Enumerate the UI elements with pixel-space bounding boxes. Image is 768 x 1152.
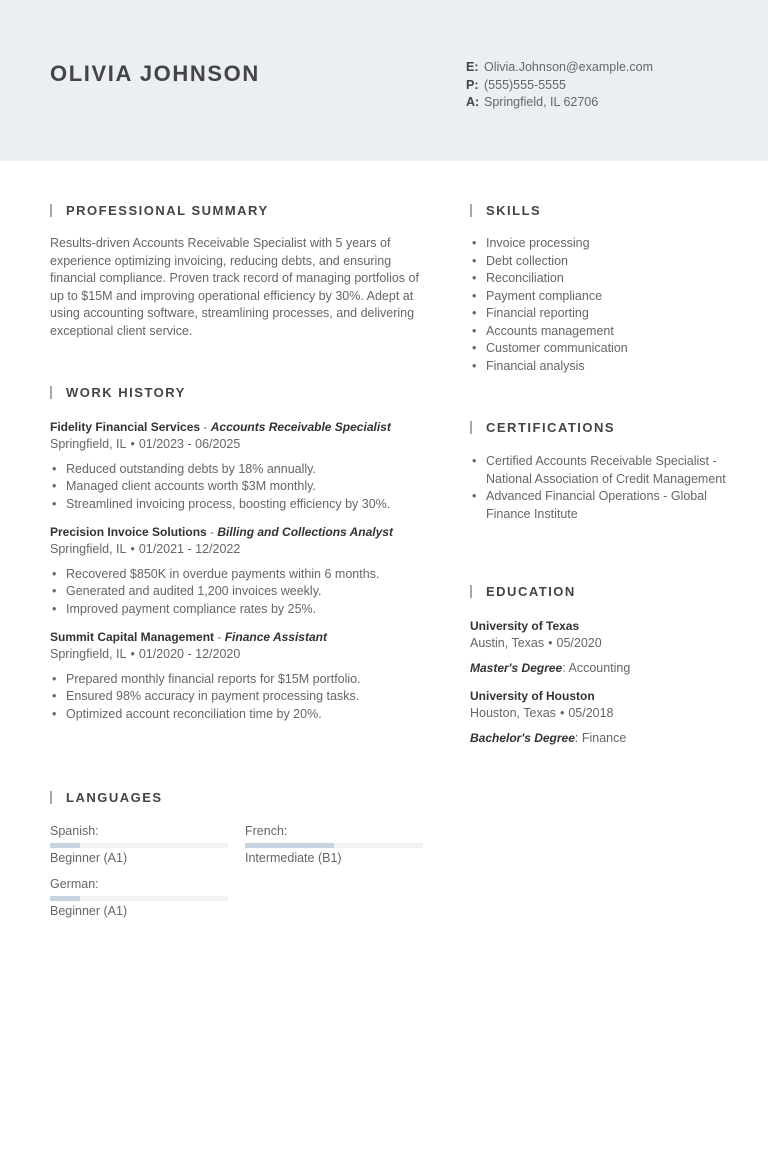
language-proficiency-fill bbox=[245, 843, 334, 848]
bullet-dot: • bbox=[130, 647, 135, 661]
work-history-heading-label: WORK HISTORY bbox=[66, 385, 186, 400]
language-entry bbox=[50, 823, 228, 867]
languages-heading-label: LANGUAGES bbox=[66, 790, 163, 805]
skill-item: • Reconciliation bbox=[470, 270, 628, 288]
language-proficiency-bar bbox=[245, 843, 423, 848]
school-location: Houston, Texas bbox=[470, 706, 556, 720]
email-label: E: bbox=[466, 60, 479, 74]
list-item: • Managed client accounts worth $3M monthly. bbox=[50, 478, 430, 496]
education-meta bbox=[470, 705, 750, 723]
list-item: • Streamlined invoicing process, boosting efficiency by 30%. bbox=[50, 496, 430, 514]
job-dates: 01/2021 - 12/2022 bbox=[138, 542, 241, 556]
degree-line bbox=[470, 730, 750, 748]
contact-email-row bbox=[466, 59, 653, 77]
contact-address-row bbox=[466, 94, 653, 112]
education-list bbox=[470, 617, 750, 757]
graduation-date: 05/2018 bbox=[568, 706, 614, 720]
skills-heading-label: SKILLS bbox=[486, 203, 542, 218]
school-location: Austin, Texas bbox=[470, 636, 545, 650]
job-company: Fidelity Financial Services bbox=[50, 420, 201, 434]
language-proficiency-fill bbox=[50, 896, 80, 901]
email-value[interactable]: Olivia.Johnson@example.com bbox=[484, 60, 654, 74]
summary-heading bbox=[50, 203, 269, 219]
certifications-heading-label: CERTIFICATIONS bbox=[486, 420, 616, 435]
job-company: Precision Invoice Solutions bbox=[50, 525, 207, 539]
graduation-date: 05/2020 bbox=[556, 636, 602, 650]
language-name: French: bbox=[245, 824, 288, 838]
language-level: Beginner (A1) bbox=[50, 904, 128, 918]
list-item: • Reduced outstanding debts by 18% annually. bbox=[50, 461, 430, 479]
skill-item: • Invoice processing bbox=[470, 235, 628, 253]
job-position: Finance Assistant bbox=[224, 630, 327, 644]
list-item: • Generated and audited 1,200 invoices weekly. bbox=[50, 583, 430, 601]
job-achievements bbox=[50, 461, 430, 514]
contact-info bbox=[466, 59, 653, 112]
bullet-dot: • bbox=[130, 542, 135, 556]
job-meta bbox=[50, 646, 430, 664]
language-entry bbox=[50, 876, 228, 920]
work-history-list bbox=[50, 418, 430, 733]
language-entry bbox=[245, 823, 423, 867]
section-divider-bar bbox=[470, 421, 472, 434]
summary-text: Results-driven Accounts Receivable Specialist with 5 years of experience optimizing invoicing, reducing debts, and ensuring financial compliance. Proven track record of managing portfolios of up to $15M and improving operational efficiency by 30%. Adept at using accounting software, streamlining processes, and delivering exceptional client service. bbox=[50, 236, 419, 338]
job-entry bbox=[50, 523, 430, 618]
language-level: Intermediate (B1) bbox=[245, 851, 342, 865]
language-name: German: bbox=[50, 877, 99, 891]
language-proficiency-bar bbox=[50, 896, 228, 901]
skill-item: • Payment compliance bbox=[470, 288, 628, 306]
certification-item: • Certified Accounts Receivable Specialist - National Association of Credit Management bbox=[470, 453, 730, 488]
bullet-dot: • bbox=[130, 437, 135, 451]
list-item: • Recovered $850K in overdue payments within 6 months. bbox=[50, 566, 430, 584]
job-achievements bbox=[50, 671, 430, 724]
section-divider-bar bbox=[470, 585, 472, 598]
education-heading bbox=[470, 584, 576, 600]
list-item: • Prepared monthly financial reports for $15M portfolio. bbox=[50, 671, 430, 689]
skill-item: • Debt collection bbox=[470, 253, 628, 271]
school-name: University of Houston bbox=[470, 689, 595, 703]
degree-name: Bachelor's Degree bbox=[470, 730, 575, 745]
education-heading-label: EDUCATION bbox=[486, 584, 576, 599]
degree-field: : Finance bbox=[574, 730, 627, 745]
job-location: Springfield, IL bbox=[50, 647, 127, 661]
education-entry bbox=[470, 617, 750, 677]
job-company: Summit Capital Management bbox=[50, 630, 215, 644]
list-item: • Improved payment compliance rates by 25%. bbox=[50, 601, 430, 619]
job-dates: 01/2020 - 12/2020 bbox=[138, 647, 241, 661]
education-entry bbox=[470, 687, 750, 747]
job-position: Accounts Receivable Specialist bbox=[210, 420, 391, 434]
education-meta bbox=[470, 635, 750, 653]
job-entry bbox=[50, 418, 430, 513]
header-banner bbox=[0, 0, 768, 161]
list-item: • Optimized account reconciliation time by 20%. bbox=[50, 706, 430, 724]
degree-field: : Accounting bbox=[562, 660, 631, 675]
job-location: Springfield, IL bbox=[50, 542, 127, 556]
job-header bbox=[50, 418, 430, 436]
degree-name: Master's Degree bbox=[470, 660, 563, 675]
skill-item: • Accounts management bbox=[470, 323, 628, 341]
section-divider-bar bbox=[470, 204, 472, 217]
job-separator: - bbox=[200, 420, 211, 434]
section-divider-bar bbox=[50, 791, 52, 804]
bullet-dot: • bbox=[559, 706, 565, 720]
job-dates: 01/2023 - 06/2025 bbox=[138, 437, 241, 451]
degree-line bbox=[470, 660, 750, 678]
certifications-list bbox=[470, 453, 730, 523]
address-value: Springfield, IL 62706 bbox=[484, 95, 599, 109]
phone-value: (555)555-5555 bbox=[484, 77, 567, 92]
work-history-heading bbox=[50, 385, 186, 401]
job-achievements bbox=[50, 566, 430, 619]
job-location: Springfield, IL bbox=[50, 437, 127, 451]
job-entry bbox=[50, 628, 430, 723]
section-divider-bar bbox=[50, 386, 52, 399]
job-meta bbox=[50, 436, 430, 454]
bullet-dot: • bbox=[548, 636, 553, 650]
job-separator: - bbox=[206, 525, 218, 539]
contact-phone-row bbox=[466, 77, 653, 95]
language-name: Spanish: bbox=[50, 824, 99, 838]
language-proficiency-fill bbox=[50, 843, 80, 848]
skill-item: • Customer communication bbox=[470, 340, 628, 358]
section-divider-bar bbox=[50, 204, 52, 217]
skills-list bbox=[470, 235, 628, 375]
candidate-name: OLIVIA JOHNSON bbox=[50, 61, 260, 86]
job-meta bbox=[50, 541, 430, 559]
summary-heading-label: PROFESSIONAL SUMMARY bbox=[66, 203, 269, 218]
phone-label: P: bbox=[466, 77, 479, 92]
list-item: • Ensured 98% accuracy in payment processing tasks. bbox=[50, 688, 430, 706]
skill-item: • Financial reporting bbox=[470, 305, 628, 323]
skills-heading bbox=[470, 203, 541, 219]
job-header bbox=[50, 628, 430, 646]
certification-item: • Advanced Financial Operations - Global Finance Institute bbox=[470, 488, 730, 523]
job-header bbox=[50, 523, 430, 541]
language-level: Beginner (A1) bbox=[50, 851, 128, 865]
skill-item: • Financial analysis bbox=[470, 358, 628, 376]
job-position: Billing and Collections Analyst bbox=[217, 525, 393, 539]
school-name: University of Texas bbox=[470, 619, 580, 633]
language-proficiency-bar bbox=[50, 843, 228, 848]
job-separator: - bbox=[214, 630, 225, 644]
languages-heading bbox=[50, 790, 163, 806]
certifications-heading bbox=[470, 420, 615, 436]
address-label: A: bbox=[466, 95, 480, 109]
